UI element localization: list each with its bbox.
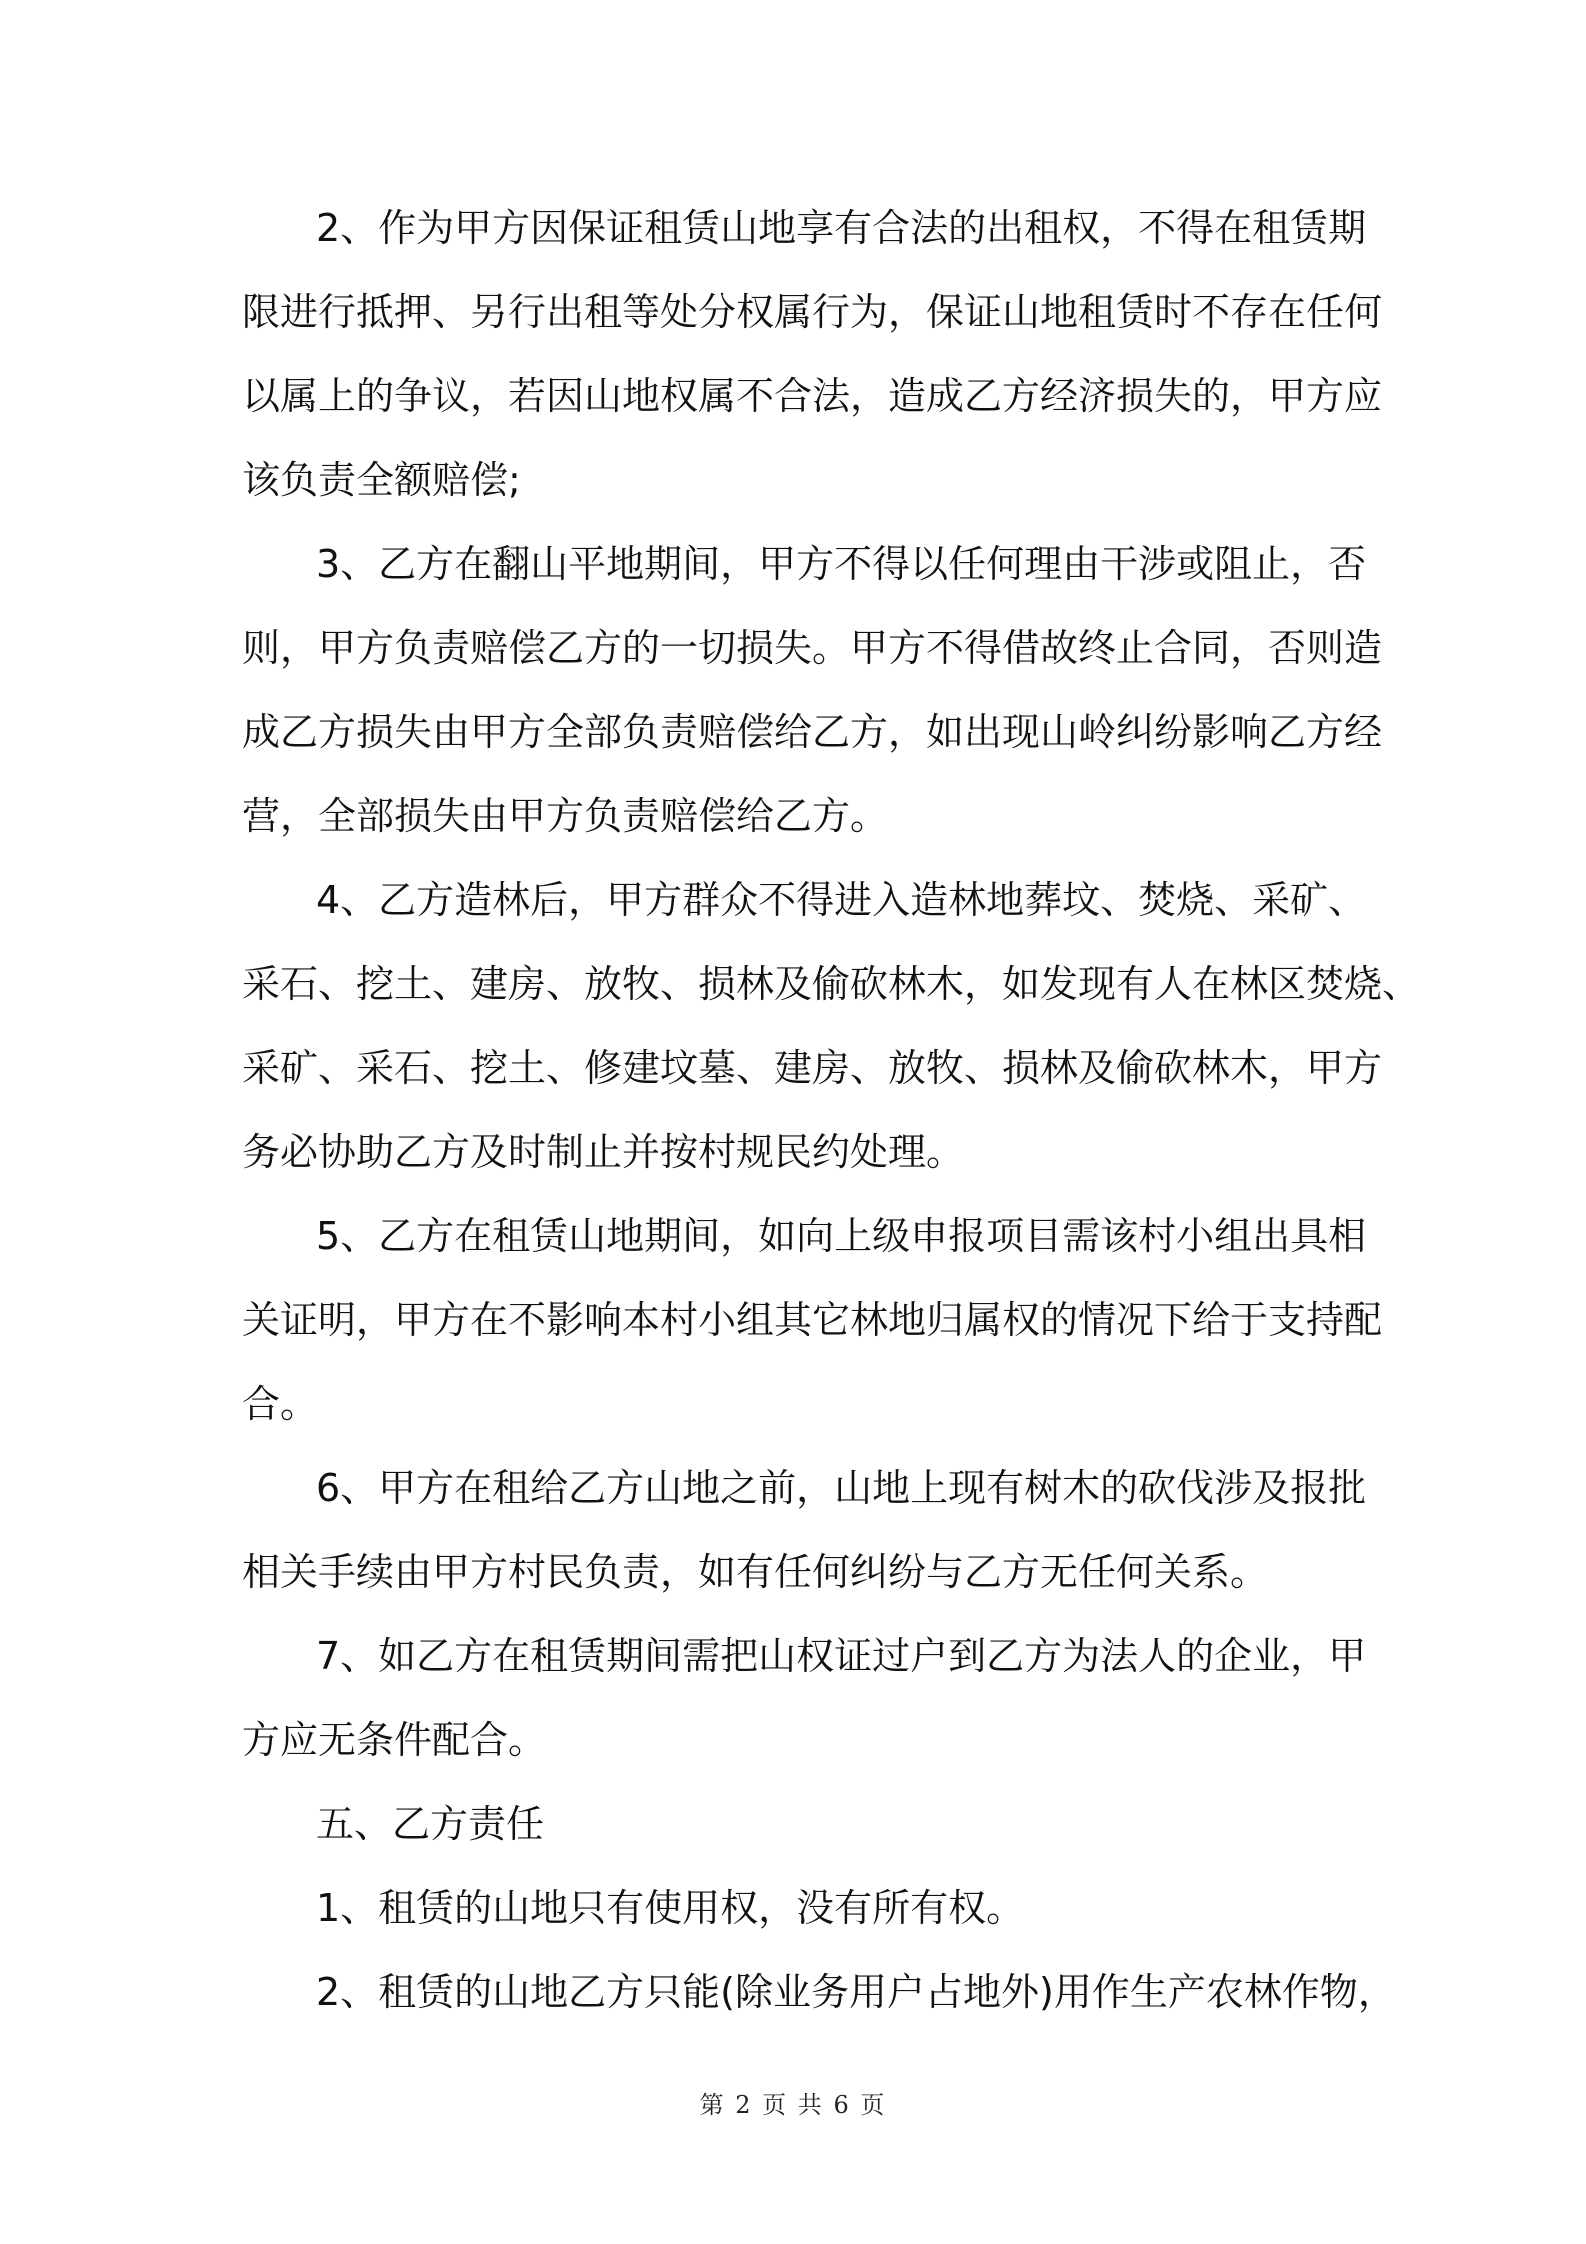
text-line: 成乙方损失由甲方全部负责赔偿给乙方，如出现山岭纠纷影响乙方经: [242, 710, 1383, 754]
text-line: 限进行抵押、另行出租等处分权属行为，保证山地租赁时不存在任何: [242, 290, 1383, 334]
page-number: 第 2 页 共 6 页: [699, 2091, 887, 2119]
text-line: 2、租赁的山地乙方只能(除业务用户占地外)用作生产农林作物，: [316, 1970, 1396, 2014]
text-line: 4、乙方造林后，甲方群众不得进入造林地葬坟、焚烧、采矿、: [316, 878, 1367, 922]
text-line: 1、租赁的山地只有使用权，没有所有权。: [316, 1886, 1025, 1930]
text-line: 则，甲方负责赔偿乙方的一切损失。甲方不得借故终止合同，否则造: [242, 626, 1383, 670]
text-line: 关证明，甲方在不影响本村小组其它林地归属权的情况下给于支持配: [242, 1298, 1383, 1342]
text-line: 相关手续由甲方村民负责，如有任何纠纷与乙方无任何关系。: [242, 1550, 1269, 1594]
text-line: 5、乙方在租赁山地期间，如向上级申报项目需该村小组出具相: [316, 1214, 1367, 1258]
text-line: 采矿、采石、挖土、修建坟墓、建房、放牧、损林及偷砍林木，甲方: [242, 1046, 1383, 1090]
text-line: 3、乙方在翻山平地期间，甲方不得以任何理由干涉或阻止，否: [316, 542, 1367, 586]
text-line: 2、作为甲方因保证租赁山地享有合法的出租权，不得在租赁期: [316, 206, 1367, 250]
text-line: 6、甲方在租给乙方山地之前，山地上现有树木的砍伐涉及报批: [316, 1466, 1367, 1510]
section-heading: 五、乙方责任: [316, 1802, 545, 1846]
text-line: 该负责全额赔偿;: [242, 458, 521, 502]
text-line: 合。: [242, 1382, 319, 1426]
text-line: 营，全部损失由甲方负责赔偿给乙方。: [242, 794, 889, 838]
text-line: 采石、挖土、建房、放牧、损林及偷砍林木，如发现有人在林区焚烧、: [242, 962, 1421, 1006]
text-line: 7、如乙方在租赁期间需把山权证过户到乙方为法人的企业，甲: [316, 1634, 1367, 1678]
text-line: 务必协助乙方及时制止并按村规民约处理。: [242, 1130, 965, 1174]
text-line: 方应无条件配合。: [242, 1718, 547, 1762]
text-line: 以属上的争议，若因山地权属不合法，造成乙方经济损失的，甲方应: [242, 374, 1383, 418]
